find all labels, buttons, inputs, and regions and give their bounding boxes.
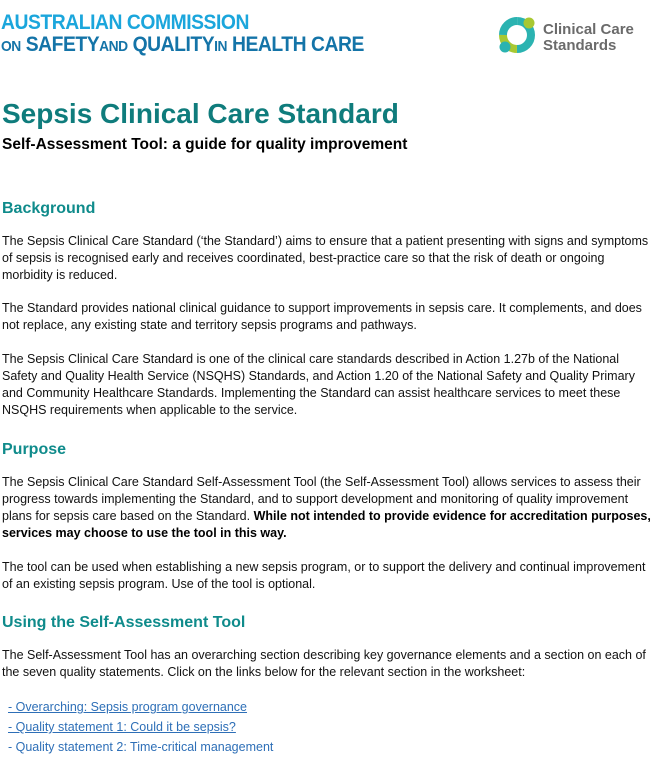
document-header [0,0,652,70]
logo-word-safety: SAFETY [25,33,100,56]
clinical-care-standards-ring-icon [496,14,538,56]
logo-word-and: AND [99,38,128,55]
acsqhc-logo [1,12,396,55]
logo-word-in: IN [214,38,228,55]
background-paragraph-3: The Sepsis Clinical Care Standard is one of the clinical care standards described in Action 1.27b of the National Safety and Quality Health Service (NSQHS) Standards, and Action 1.20 of the National Safety and Quality Primary and Community Healthcare Standards. Implementing the Standard can assist healthcare services to meet these NSQHS requirements when applicable to the service. [2,352,635,417]
document-title: Sepsis Clinical Care Standard [2,98,399,129]
section-links [8,697,273,757]
purpose-paragraph-2: The tool can be used when establishing a new sepsis program, or to support the delivery and continual improvement of an existing sepsis program. Use of the tool is optional. [2,560,646,591]
heading-using-tool: Using the Self-Assessment Tool [2,614,246,631]
link-quality-statement-2[interactable]: - Quality statement 2: Time-critical management [8,740,274,754]
logo-word-on: ON [1,38,21,55]
background-paragraph-2: The Standard provides national clinical guidance to support improvements in sepsis care. It complements, and does not replace, any existing state and territory sepsis programs and pathways. [2,301,642,332]
link-overarching-governance[interactable]: - Overarching: Sepsis program governance [8,700,248,714]
logo-line-1: AUSTRALIAN COMMISSION [1,11,249,34]
clinical-care-standards-text [543,22,634,54]
background-paragraph-1: The Sepsis Clinical Care Standard (‘the Standard’) aims to ensure that a patient presenting with signs and symptoms of sepsis is recognised early and receives coordinated, best-practice care so that the risk of death or ongoing morbidity is reduced. [2,234,649,282]
logo-text-line-2: Standards [543,37,617,54]
document-subtitle: Self-Assessment Tool: a guide for quality improvement [2,136,408,153]
using-tool-paragraph: The Self-Assessment Tool has an overarching section describing key governance elements and a section on each of the seven quality statements. Click on the links below for the relevant section in the worksheet: [2,648,646,679]
purpose-bold-note: While not intended to provide evidence for accreditation purposes, services may choose to use the tool in this way. [2,509,651,540]
purpose-paragraph-1-text: The Sepsis Clinical Care Standard Self-Assessment Tool (the Self-Assessment Tool) allows services to assess their progress towards implementing the Standard, and to support development and monitoring of quality improvement plans for sepsis care based on the Standard. [2,475,641,523]
heading-purpose: Purpose [2,441,67,458]
heading-background: Background [2,200,96,217]
purpose-paragraph-1 [2,474,652,542]
logo-line-2 [1,34,364,55]
link-quality-statement-1[interactable]: - Quality statement 1: Could it be sepsis? [8,720,236,734]
logo-word-health-care: HEALTH CARE [231,33,364,56]
logo-text-line-1: Clinical Care [543,21,634,38]
logo-word-quality: QUALITY [132,33,215,56]
